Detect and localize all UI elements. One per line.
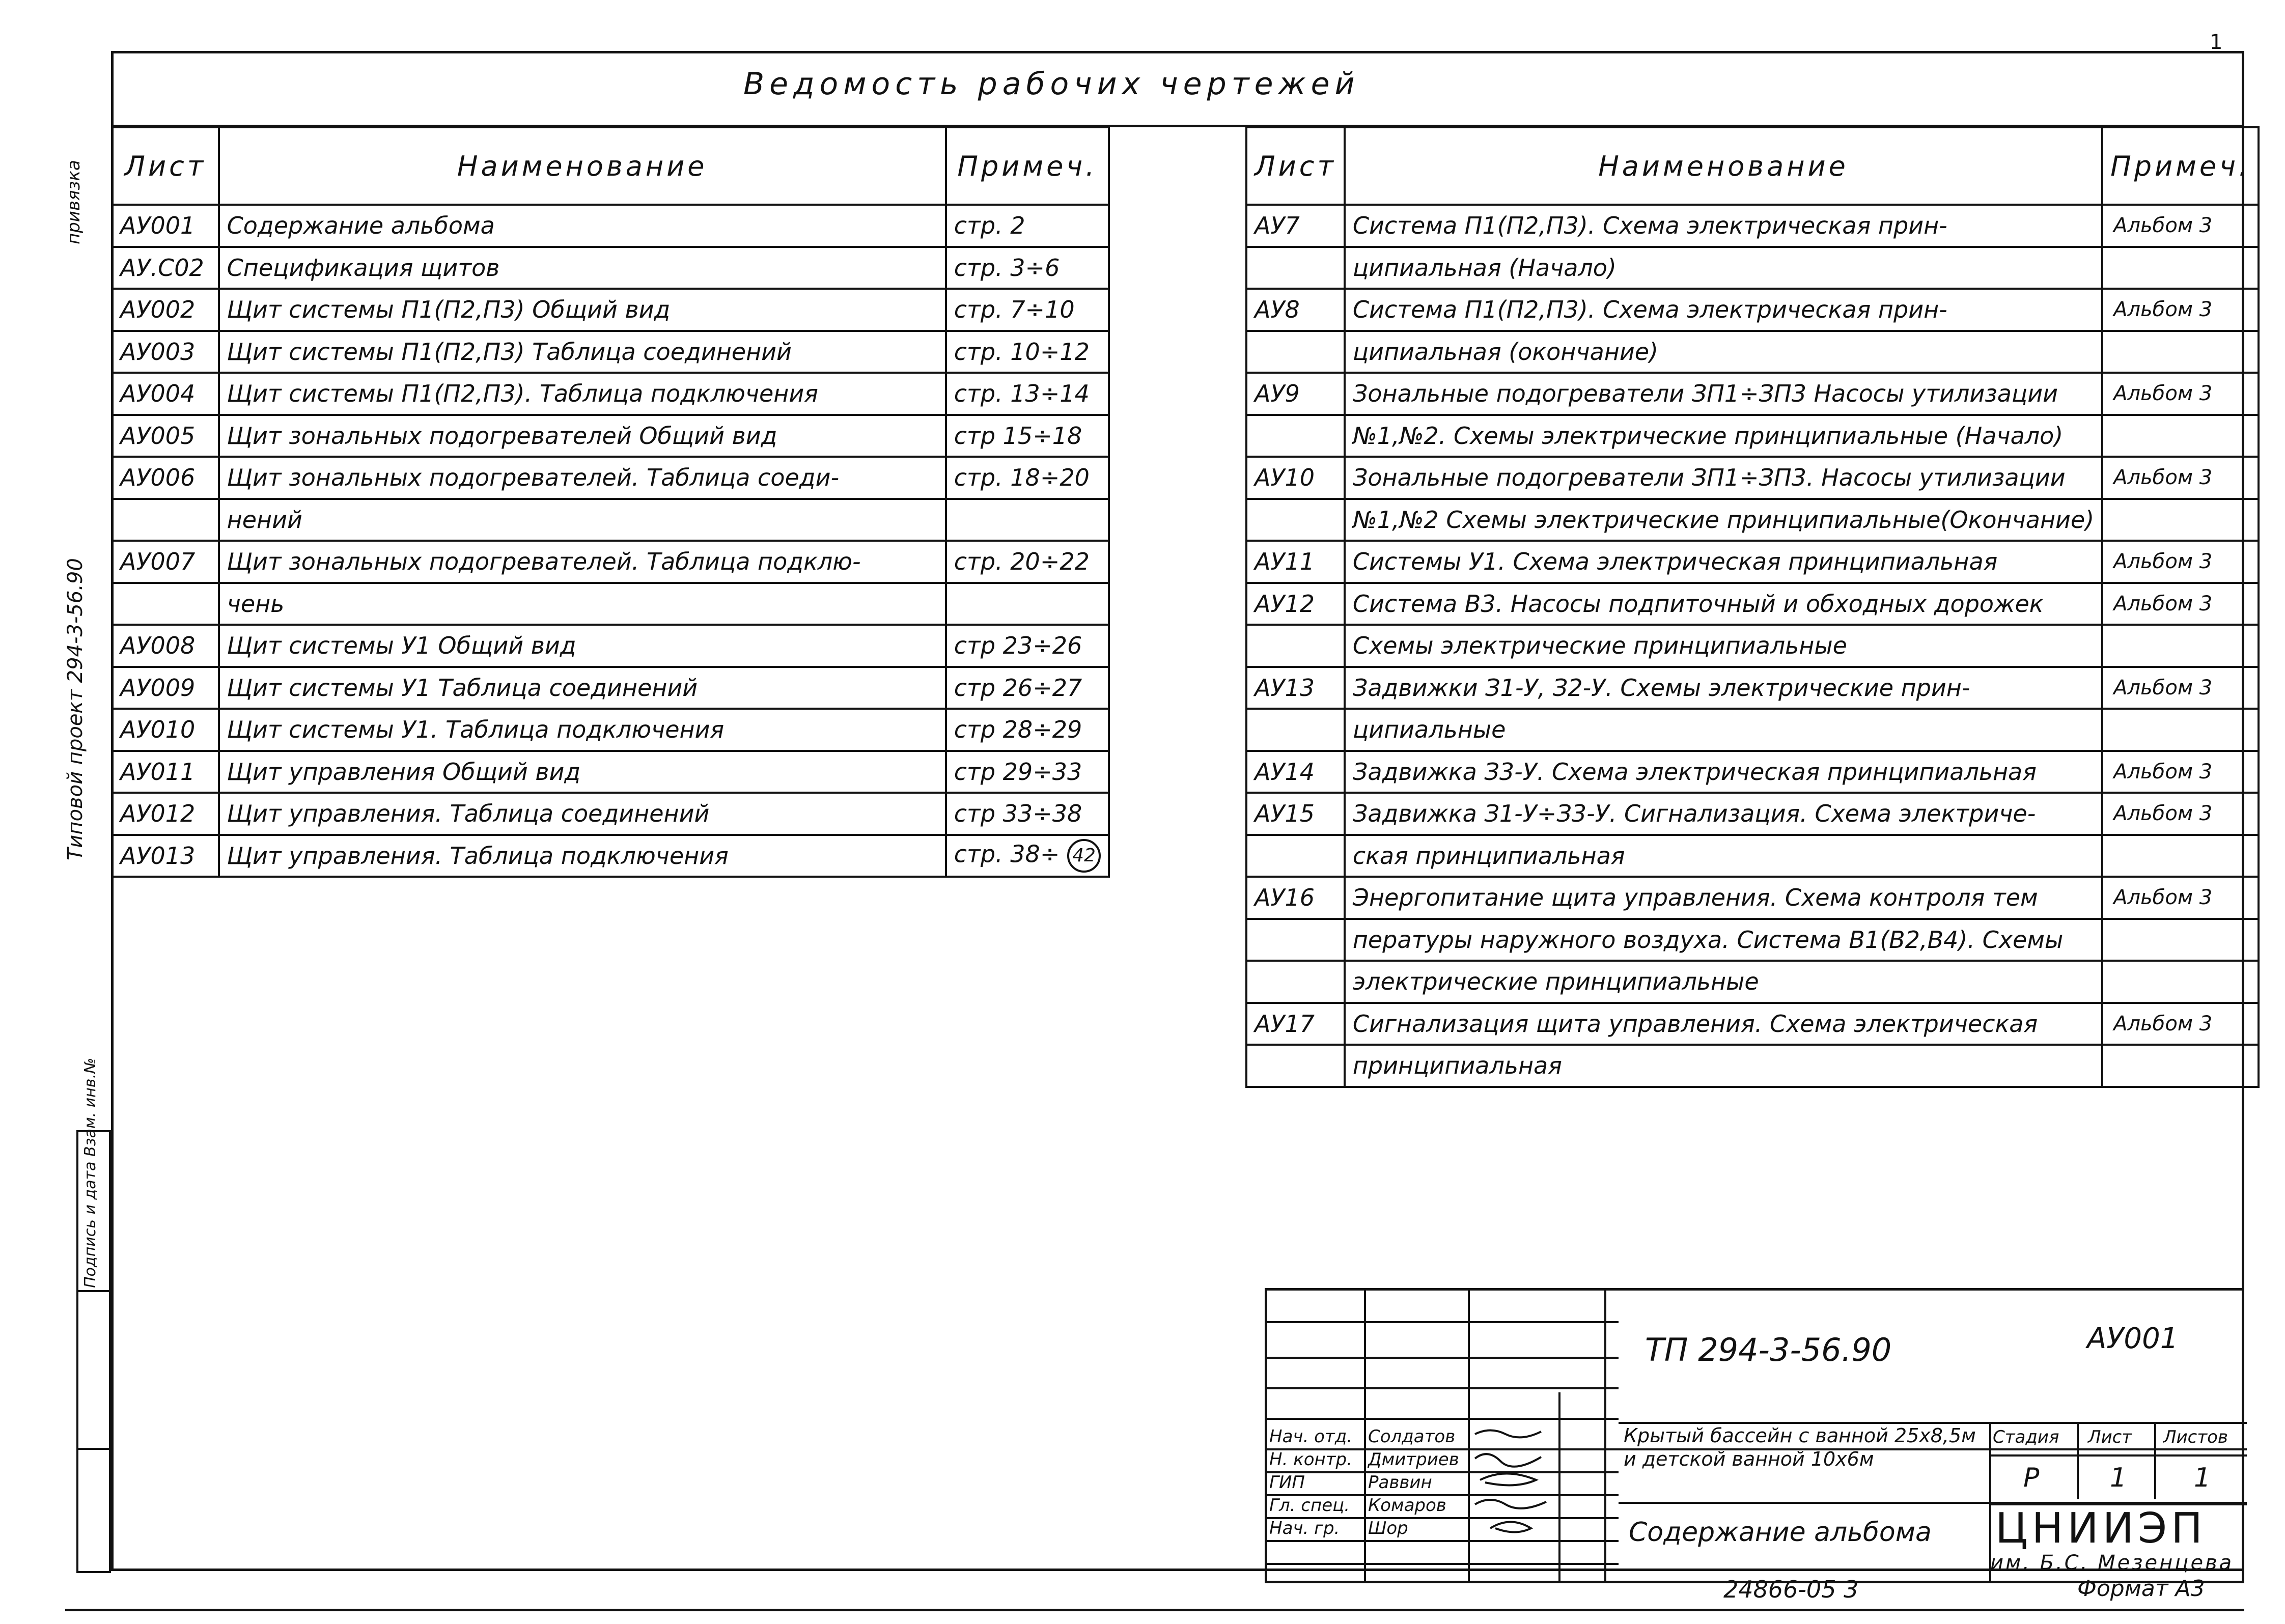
sheet-value: 1: [2110, 1463, 2127, 1493]
table-row: [1246, 835, 2259, 877]
cell-note: [2102, 961, 2259, 1003]
project-code: ТП 294-3-56.90: [1645, 1331, 1892, 1368]
document-name: Содержание альбома: [1629, 1517, 1932, 1548]
cell-sheet: АУ11: [1246, 541, 1345, 583]
cell-sheet: АУ005: [112, 415, 219, 457]
cell-note: Альбом 3: [2102, 793, 2259, 835]
table-row: [112, 247, 1109, 289]
cell-name: нений: [219, 499, 946, 541]
cell-note: [2102, 625, 2259, 667]
cell-name: Зональные подогреватели ЗП1÷ЗП3 Насосы утилизации: [1345, 373, 2102, 415]
table-row: [112, 457, 1109, 499]
cell-name: Щит системы У1. Таблица подключения: [219, 709, 946, 751]
cell-name: Задвижка З1-У÷З3-У. Сигнализация. Схема электриче-: [1345, 793, 2102, 835]
table-row: [112, 541, 1109, 583]
cell-name: Энергопитание щита управления. Схема контроля тем: [1345, 877, 2102, 919]
cell-name: чень: [219, 583, 946, 625]
sheets-value: 1: [2194, 1463, 2211, 1493]
cell-note: [2102, 247, 2259, 289]
cell-note: Альбом 3: [2102, 583, 2259, 625]
role-5: Нач. гр.: [1269, 1518, 1340, 1538]
cell-note: [2102, 499, 2259, 541]
cell-sheet: [1246, 499, 1345, 541]
stage-value: Р: [2023, 1463, 2040, 1493]
cell-note: стр 28÷29: [946, 709, 1109, 751]
cell-note: [2102, 331, 2259, 373]
cell-name: №1,№2. Схемы электрические принципиальные (Начало): [1345, 415, 2102, 457]
table-row: [1246, 331, 2259, 373]
cell-sheet: АУ004: [112, 373, 219, 415]
cell-sheet: АУ17: [1246, 1003, 1345, 1045]
table-row: [1246, 457, 2259, 499]
side-top-text: привязка: [64, 160, 84, 244]
cell-note: [2102, 709, 2259, 751]
cell-name: Щит системы У1 Таблица соединений: [219, 667, 946, 709]
cell-name: ская принципиальная: [1345, 835, 2102, 877]
cell-sheet: АУ8: [1246, 289, 1345, 331]
table-row: [112, 751, 1109, 793]
cell-note: стр 29÷33: [946, 751, 1109, 793]
cell-note: стр 33÷38: [946, 793, 1109, 835]
name-2: Дмитриев: [1368, 1449, 1459, 1470]
cell-sheet: АУ12: [1246, 583, 1345, 625]
cell-sheet: [112, 583, 219, 625]
cell-sheet: АУ13: [1246, 667, 1345, 709]
name-3: Раввин: [1368, 1472, 1432, 1493]
title-block: [1265, 1288, 2244, 1583]
cell-sheet: [112, 499, 219, 541]
role-3: ГИП: [1269, 1472, 1305, 1493]
organization-subtitle: им. Б.С. Мезенцева: [1990, 1551, 2234, 1575]
cell-sheet: АУ002: [112, 289, 219, 331]
cell-sheet: [1246, 625, 1345, 667]
col-header-note: Примеч.: [946, 127, 1109, 205]
table-row: [1246, 541, 2259, 583]
table-row: [1246, 751, 2259, 793]
table-row: [112, 625, 1109, 667]
cell-name: Щит зональных подогревателей Общий вид: [219, 415, 946, 457]
role-2: Н. контр.: [1269, 1449, 1352, 1470]
cell-sheet: АУ7: [1246, 205, 1345, 247]
right-register-table: [1245, 126, 2260, 1088]
cell-name: принципиальная: [1345, 1045, 2102, 1087]
table-row: [112, 667, 1109, 709]
table-row: [1246, 247, 2259, 289]
cell-sheet: АУ007: [112, 541, 219, 583]
cell-sheet: [1246, 247, 1345, 289]
cell-name: электрические принципиальные: [1345, 961, 2102, 1003]
cell-note: стр. 13÷14: [946, 373, 1109, 415]
cell-sheet: АУ15: [1246, 793, 1345, 835]
table-row: [112, 793, 1109, 835]
bottom-line: [65, 1609, 2244, 1611]
col-header-name: Наименование: [219, 127, 946, 205]
table-row: [1246, 667, 2259, 709]
cell-sheet: АУ.С02: [112, 247, 219, 289]
circled-page-number: 42: [1067, 839, 1101, 873]
cell-name: Щит управления. Таблица подключения: [219, 835, 946, 877]
table-row: [1246, 625, 2259, 667]
cell-sheet: [1246, 709, 1345, 751]
col-header-note: Примеч.: [2102, 127, 2259, 205]
page-title: Ведомость рабочих чертежей: [743, 66, 1360, 102]
cell-sheet: АУ14: [1246, 751, 1345, 793]
cell-note: Альбом 3: [2102, 457, 2259, 499]
cell-note: Альбом 3: [2102, 667, 2259, 709]
sheet-label: Лист: [2088, 1427, 2132, 1447]
cell-note: стр. 3÷6: [946, 247, 1109, 289]
cell-note: Альбом 3: [2102, 373, 2259, 415]
cell-name: Схемы электрические принципиальные: [1345, 625, 2102, 667]
cell-name: Зональные подогреватели ЗП1÷ЗП3. Насосы утилизации: [1345, 457, 2102, 499]
cell-note: стр 23÷26: [946, 625, 1109, 667]
signatures-graphic: [1470, 1424, 1556, 1541]
table-row: [112, 331, 1109, 373]
cell-name: пературы наружного воздуха. Система В1(В2,В4). Схемы: [1345, 919, 2102, 961]
archive-number: 24866-05 3: [1723, 1576, 1859, 1603]
col-header-sheet: Лист: [1246, 127, 1345, 205]
cell-name: Система П1(П2,П3). Схема электрическая прин-: [1345, 289, 2102, 331]
cell-sheet: АУ006: [112, 457, 219, 499]
format-label: Формат А3: [2077, 1576, 2205, 1602]
cell-sheet: АУ013: [112, 835, 219, 877]
cell-note: стр. 7÷10: [946, 289, 1109, 331]
table-row: [1246, 919, 2259, 961]
cell-name: Щит зональных подогревателей. Таблица подклю-: [219, 541, 946, 583]
cell-note: стр. 10÷12: [946, 331, 1109, 373]
cell-note: [946, 499, 1109, 541]
table-row: [112, 583, 1109, 625]
name-1: Солдатов: [1368, 1426, 1456, 1447]
table-row: [1246, 373, 2259, 415]
cell-name: Щит управления. Таблица соединений: [219, 793, 946, 835]
stage-label: Стадия: [1993, 1427, 2059, 1447]
cell-note: стр. 18÷20: [946, 457, 1109, 499]
side-box-label: Подпись и дата Взам. инв.№: [81, 1057, 99, 1288]
cell-name: Задвижки З1-У, З2-У. Схемы электрические прин-: [1345, 667, 2102, 709]
cell-name: Щит системы У1 Общий вид: [219, 625, 946, 667]
cell-sheet: АУ10: [1246, 457, 1345, 499]
cell-note: [2102, 415, 2259, 457]
object-name: Крытый бассейн с ванной 25х8,5м и детской ванной 10х6м: [1624, 1424, 1976, 1470]
cell-sheet: [1246, 415, 1345, 457]
table-row: [1246, 499, 2259, 541]
cell-sheet: [1246, 331, 1345, 373]
cell-sheet: [1246, 835, 1345, 877]
cell-sheet: [1246, 961, 1345, 1003]
cell-note: стр. 38÷ 42: [946, 835, 1109, 877]
cell-note: Альбом 3: [2102, 1003, 2259, 1045]
role-1: Нач. отд.: [1269, 1426, 1353, 1447]
role-4: Гл. спец.: [1269, 1495, 1350, 1516]
cell-name: Спецификация щитов: [219, 247, 946, 289]
cell-name: Содержание альбома: [219, 205, 946, 247]
table-row: [1246, 205, 2259, 247]
table-row: [1246, 1045, 2259, 1087]
cell-sheet: АУ010: [112, 709, 219, 751]
cell-sheet: АУ011: [112, 751, 219, 793]
cell-note: [2102, 919, 2259, 961]
corner-mark: 1: [2210, 31, 2223, 54]
side-vertical-text: Типовой проект 294-3-56.90: [64, 558, 87, 860]
cell-note: стр 26÷27: [946, 667, 1109, 709]
cell-note: Альбом 3: [2102, 877, 2259, 919]
sheets-label: Листов: [2163, 1427, 2228, 1447]
table-row: [1246, 961, 2259, 1003]
table-row: [112, 415, 1109, 457]
cell-note: [2102, 1045, 2259, 1087]
cell-name: Щит системы П1(П2,П3) Таблица соединений: [219, 331, 946, 373]
col-header-name: Наименование: [1345, 127, 2102, 205]
cell-name: ципиальная (окончание): [1345, 331, 2102, 373]
cell-note: Альбом 3: [2102, 289, 2259, 331]
table-row: [1246, 583, 2259, 625]
table-row: [1246, 793, 2259, 835]
cell-sheet: [1246, 1045, 1345, 1087]
cell-note: Альбом 3: [2102, 205, 2259, 247]
cell-name: Щит управления Общий вид: [219, 751, 946, 793]
table-row: [112, 373, 1109, 415]
cell-note: Альбом 3: [2102, 541, 2259, 583]
cell-name: Система В3. Насосы подпиточный и обходных дорожек: [1345, 583, 2102, 625]
cell-sheet: АУ012: [112, 793, 219, 835]
cell-sheet: [1246, 919, 1345, 961]
table-row: [1246, 877, 2259, 919]
cell-note: стр. 20÷22: [946, 541, 1109, 583]
table-row: [1246, 289, 2259, 331]
cell-sheet: АУ003: [112, 331, 219, 373]
cell-name: Щит системы П1(П2,П3) Общий вид: [219, 289, 946, 331]
cell-name: Сигнализация щита управления. Схема электрическая: [1345, 1003, 2102, 1045]
cell-note: стр 15÷18: [946, 415, 1109, 457]
left-register-table: [111, 126, 1110, 878]
table-row: [112, 709, 1109, 751]
cell-note: стр. 2: [946, 205, 1109, 247]
cell-note: [2102, 835, 2259, 877]
cell-name: ципиальные: [1345, 709, 2102, 751]
cell-name: ципиальная (Начало): [1345, 247, 2102, 289]
col-header-sheet: Лист: [112, 127, 219, 205]
name-4: Комаров: [1368, 1495, 1446, 1516]
cell-note: [946, 583, 1109, 625]
sheet-code: АУ001: [2087, 1322, 2179, 1355]
table-row: [112, 835, 1109, 877]
cell-sheet: АУ009: [112, 667, 219, 709]
table-row: [112, 205, 1109, 247]
table-row: [112, 289, 1109, 331]
cell-sheet: АУ001: [112, 205, 219, 247]
cell-note: Альбом 3: [2102, 751, 2259, 793]
cell-name: Системы У1. Схема электрическая принципиальная: [1345, 541, 2102, 583]
cell-name: №1,№2 Схемы электрические принципиальные(Окончание): [1345, 499, 2102, 541]
cell-sheet: АУ16: [1246, 877, 1345, 919]
table-row: [1246, 1003, 2259, 1045]
cell-name: Щит зональных подогревателей. Таблица соеди-: [219, 457, 946, 499]
name-5: Шор: [1368, 1518, 1408, 1538]
cell-name: Задвижка З3-У. Схема электрическая принципиальная: [1345, 751, 2102, 793]
table-row: [1246, 709, 2259, 751]
cell-name: Система П1(П2,П3). Схема электрическая прин-: [1345, 205, 2102, 247]
cell-sheet: АУ008: [112, 625, 219, 667]
table-row: [112, 499, 1109, 541]
cell-name: Щит системы П1(П2,П3). Таблица подключения: [219, 373, 946, 415]
cell-sheet: АУ9: [1246, 373, 1345, 415]
table-row: [1246, 415, 2259, 457]
organization-name: ЦНИИЭП: [1995, 1504, 2207, 1553]
